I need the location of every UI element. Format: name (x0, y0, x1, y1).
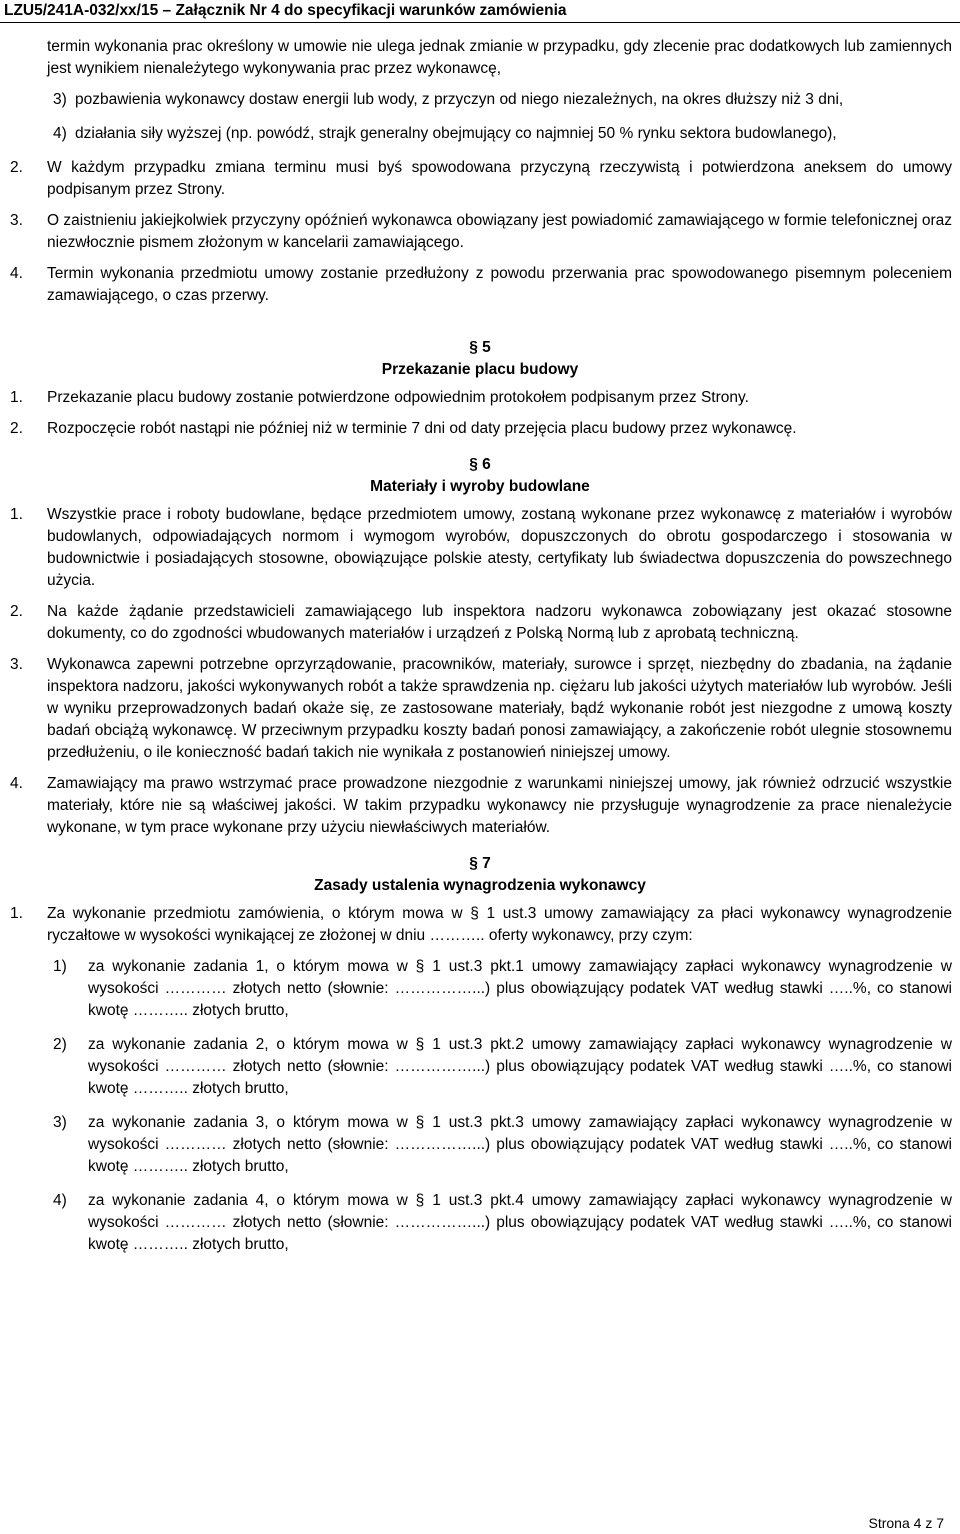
list-item (0, 1112, 960, 1178)
paragraph (0, 773, 960, 839)
paragraph-number: 2. (10, 603, 23, 620)
section-number: § 5 (469, 339, 491, 356)
item-number: 3) (53, 1114, 67, 1131)
paragraph-text: Za wykonanie przedmiotu zamówienia, o którym mowa w § 1 ust.3 umowy zamawiający za płaci wykonawcy wynagrodzenie ryczałtowe w wysokości wynikającej ze złożonej w dniu ……….. oferty wykonawcy, przy czym: (47, 905, 952, 944)
section-title: Materiały i wyroby budowlane (370, 478, 590, 495)
paragraph (0, 504, 960, 592)
paragraph-number: 1. (10, 506, 23, 523)
paragraph-number: 1. (10, 389, 23, 406)
paragraph-text: Rozpoczęcie robót nastąpi nie później niż w terminie 7 dni od daty przejęcia placu budowy przez wykonawcę. (47, 420, 797, 437)
paragraph-text: Na każde żądanie przedstawicieli zamawiającego lub inspektora nadzoru wykonawca zobowiązany jest okazać stosowne dokumenty, co do zgodności wbudowanych materiałów i urządzeń z Polską Normą lub z aprobatą techniczną. (47, 603, 952, 642)
paragraph (0, 418, 960, 440)
paragraph-number: 2. (10, 159, 23, 176)
paragraph (0, 157, 960, 201)
paragraph-text: Wykonawca zapewni potrzebne oprzyrządowanie, pracowników, materiały, surowce i sprzęt, niezbędny do zbadania, na żądanie inspektora nadzoru, jakości wykonywanych robót a także sprawdzenia np. ciężaru lub jakości użytych materiałów lub wyrobów. Jeśli w wyniku przeprowadzonych badań okaże się, ze zastosowane materiały, bądź wykonanie robót jest niezgodne z umową koszty badań obciążą wykonawcę. W przeciwnym przypadku koszty badań ponosi zamawiający, a zakończenie robót ulegnie stosownemu przedłużeniu, o ile konieczność badań takich nie wynikała z postanowień niniejszej umowy. (47, 656, 952, 761)
item-number: 4) (53, 125, 67, 142)
paragraph (0, 903, 960, 947)
page-number: Strona 4 z 7 (868, 1515, 944, 1531)
paragraph (0, 654, 960, 764)
paragraph-text: Wszystkie prace i roboty budowlane, będące przedmiotem umowy, zostaną wykonane przez wykonawcę z materiałów i wyrobów budowlanych, odpowiadających normom i wymogom wyrobów, dopuszczonych do obrotu gospodarczego i stosowania w budownictwie i posiadających stosowne, obowiązujące polskie atesty, certyfikaty lub świadectwa dopuszczenia do powszechnego użycia. (47, 506, 952, 589)
paragraph-text: Przekazanie placu budowy zostanie potwierdzone odpowiednim protokołem podpisanym przez Strony. (47, 389, 749, 406)
section-number: § 6 (469, 456, 491, 473)
item-number: 2) (53, 1036, 67, 1053)
section-title: Przekazanie placu budowy (381, 361, 579, 378)
list-item (0, 956, 960, 1022)
paragraph-number: 2. (10, 420, 23, 437)
item-number: 1) (53, 958, 67, 975)
section-number: § 7 (469, 855, 491, 872)
item-text: za wykonanie zadania 2, o którym mowa w § 1 ust.3 pkt.2 umowy zamawiający zapłaci wykonawcy wynagrodzenie w wysokości ………… złotych netto (słownie: ……………...) plus obowiązujący podatek VAT według stawki …..%, co stanowi kwotę ……….. złotych brutto, (88, 1036, 952, 1097)
paragraph-number: 4. (10, 265, 23, 282)
paragraph-text: Termin wykonania przedmiotu umowy zostanie przedłużony z powodu przerwania prac spowodowanego pisemnym poleceniem zamawiającego, o czas przerwy. (47, 265, 952, 304)
paragraph-number: 3. (10, 212, 23, 229)
item-number: 4) (53, 1192, 67, 1209)
paragraph-number: 4. (10, 775, 23, 792)
document-title: LZU5/241A-032/xx/15 – Załącznik Nr 4 do specyfikacji warunków zamówienia (4, 2, 567, 19)
paragraph-number: 1. (10, 905, 23, 922)
paragraph-text: W każdym przypadku zmiana terminu musi byś spowodowana przyczyną rzeczywistą i potwierdzona aneksem do umowy podpisanym przez Strony. (47, 159, 952, 198)
list-item (0, 1034, 960, 1100)
paragraph (0, 263, 960, 307)
paragraph (0, 210, 960, 254)
item-text: za wykonanie zadania 4, o którym mowa w § 1 ust.3 pkt.4 umowy zamawiający zapłaci wykonawcy wynagrodzenie w wysokości ………… złotych netto (słownie: ……………...) plus obowiązujący podatek VAT według stawki …..%, co stanowi kwotę ……….. złotych brutto, (88, 1192, 952, 1253)
item-text: pozbawienia wykonawcy dostaw energii lub wody, z przyczyn od niego niezależnych, na okres dłuższy niż 3 dni, (75, 91, 844, 108)
document-body (0, 36, 960, 1268)
intro-paragraph: termin wykonania prac określony w umowie nie ulega jednak zmianie w przypadku, gdy zlecenie prac dodatkowych lub zamiennych jest wynikiem nienależytego wykonywania prac przez wykonawcę, (47, 38, 952, 77)
item-number: 3) (53, 91, 67, 108)
paragraph-text: Zamawiający ma prawo wstrzymać prace prowadzone niezgodnie z warunkami niniejszej umowy, jak również odrzucić wszystkie materiały, które nie są właściwej jakości. W takim przypadku wykonawcy nie przysługuje wynagrodzenie za prace nienależycie wykonane, w tym prace wykonane przy użyciu niewłaściwych materiałów. (47, 775, 952, 836)
item-text: działania siły wyższej (np. powódź, strajk generalny obejmujący co najmniej 50 % rynku sektora budowlanego), (75, 125, 837, 142)
list-item (0, 89, 960, 111)
paragraph-number: 3. (10, 656, 23, 673)
page-header (0, 0, 960, 23)
list-item (0, 123, 960, 145)
paragraph (0, 601, 960, 645)
item-text: za wykonanie zadania 1, o którym mowa w § 1 ust.3 pkt.1 umowy zamawiający zapłaci wykonawcy wynagrodzenie w wysokości ………… złotych netto (słownie: ……………...) plus obowiązujący podatek VAT według stawki …..%, co stanowi kwotę ……….. złotych brutto, (88, 958, 952, 1019)
item-text: za wykonanie zadania 3, o którym mowa w § 1 ust.3 pkt.3 umowy zamawiający zapłaci wykonawcy wynagrodzenie w wysokości ………… złotych netto (słownie: ……………...) plus obowiązujący podatek VAT według stawki …..%, co stanowi kwotę ……….. złotych brutto, (88, 1114, 952, 1175)
section-title: Zasady ustalenia wynagrodzenia wykonawcy (314, 877, 646, 894)
paragraph (0, 387, 960, 409)
list-item (0, 1190, 960, 1256)
paragraph-text: O zaistnieniu jakiejkolwiek przyczyny opóźnień wykonawca obowiązany jest powiadomić zamawiającego w formie telefonicznej oraz niezwłocznie pismem złożonym w kancelarii zamawiającego. (47, 212, 952, 251)
